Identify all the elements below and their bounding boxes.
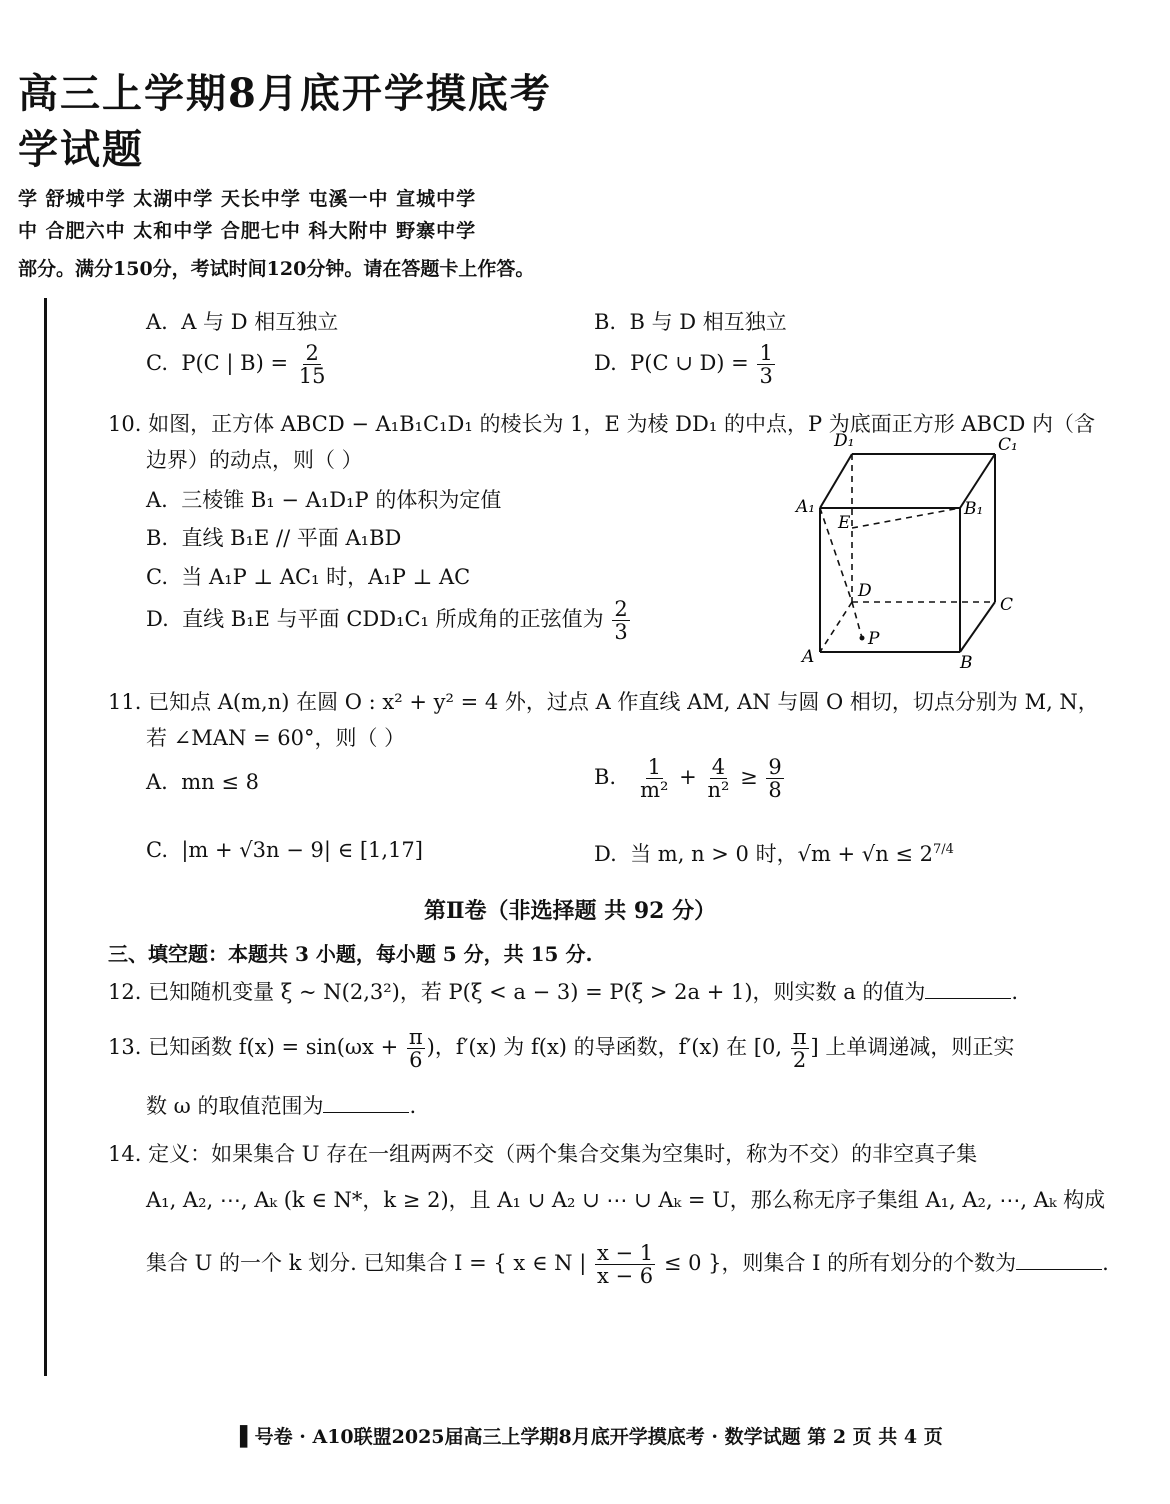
q12: 12. 已知随机变量 ξ ~ N(2,3²)，若 P(ξ < a − 3) = P(ξ > 2a + 1)，则实数 a 的值为 . bbox=[108, 980, 1019, 1004]
label-c: C bbox=[1000, 595, 1014, 615]
schools-row-2: 中 合肥六中 太和中学 合肥七中 科大附中 野寨中学 bbox=[18, 220, 477, 242]
q14-line3: 集合 U 的一个 k 划分. 已知集合 I = { x ∈ N | $\frac{x - 1}{x - 6}$ ≤ 0 }，则集合 I 的所有划分的个数为 . bbox=[146, 1241, 1109, 1289]
page-footer: ▌号卷 · A10联盟2025届高三上学期8月底开学摸底考 · 数学试题 第 2 页 共 4 页 bbox=[240, 1426, 943, 1448]
edge-da-hidden bbox=[820, 602, 852, 652]
section-3-heading: 三、填空题：本题共 3 小题，每小题 5 分，共 15 分. bbox=[108, 942, 593, 966]
q12-answer-blank bbox=[925, 978, 1011, 999]
q11-option-b: B. $\frac{1}{\text{m²}}$ + $\frac{4}{\text{n²}}$ ≥ $\frac{9}{8}$ bbox=[594, 755, 782, 803]
edge-a1d1 bbox=[820, 454, 852, 508]
q11-option-a: A. mn ≤ 8 bbox=[146, 770, 259, 794]
label-b: B bbox=[960, 653, 973, 672]
q11-stem-line2: 若 ∠MAN = 60°，则（ ） bbox=[146, 726, 406, 750]
q9-option-d: D. P(C ∪ D) = $\frac{1}{3}$ bbox=[594, 341, 773, 389]
q13-answer-blank bbox=[323, 1092, 409, 1113]
q9-option-a: A. A 与 D 相互独立 bbox=[146, 310, 339, 334]
label-d1: D₁ bbox=[834, 432, 855, 451]
label-b1: B₁ bbox=[964, 499, 984, 519]
label-a: A bbox=[802, 647, 815, 667]
segment-eb1 bbox=[852, 508, 960, 528]
segment-dp bbox=[852, 602, 862, 638]
q14-line2: A₁, A₂, ⋯, Aₖ (k ∈ N*，k ≥ 2)，且 A₁ ∪ A₂ ∪ ⋯ ∪ Aₖ = U，那么称无序子集组 A₁, A₂, ⋯, Aₖ 构成 bbox=[146, 1188, 1106, 1212]
exam-notice: 部分。满分150分，考试时间120分钟。请在答题卡上作答。 bbox=[18, 258, 535, 280]
q10-option-d: D. 直线 B₁E 与平面 CDD₁C₁ 所成角的正弦值为 $\frac{2}{3}$ bbox=[146, 597, 628, 645]
q10-option-c: C. 当 A₁P ⊥ AC₁ 时，A₁P ⊥ AC bbox=[146, 565, 471, 589]
exam-title-line1: 高三上学期8月底开学摸底考 bbox=[18, 70, 552, 117]
q9-option-c: C. P(C | B) = $\frac{2}{15}$ bbox=[146, 341, 326, 389]
q11-option-d: D. 当 m, n > 0 时，$√m + √n \le 2^{7/4}$ bbox=[594, 842, 954, 866]
q11-option-c: C. |m + √3n − 9| ∈ [1,17] bbox=[146, 838, 423, 862]
label-e: E bbox=[838, 513, 851, 533]
schools-row-1: 学 舒城中学 太湖中学 天长中学 屯溪一中 宣城中学 bbox=[18, 188, 477, 210]
label-p: P bbox=[868, 629, 880, 649]
q10-option-b: B. 直线 B₁E // 平面 A₁BD bbox=[146, 526, 402, 550]
q10-option-a: A. 三棱锥 B₁ − A₁D₁P 的体积为定值 bbox=[146, 488, 502, 512]
edge-cb bbox=[960, 602, 995, 652]
exam-title-line2: 学试题 bbox=[18, 126, 144, 173]
point-p-dot bbox=[860, 636, 865, 641]
q14-line1: 14. 定义：如果集合 U 存在一组两两不交（两个集合交集为空集时，称为不交）的非空真子集 bbox=[108, 1142, 978, 1166]
q13-line2: 数 ω 的取值范围为 . bbox=[146, 1094, 417, 1118]
label-d: D bbox=[858, 581, 872, 601]
q11-stem-line1: 11. 已知点 A(m,n) 在圆 O : x² + y² = 4 外，过点 A 作直线 AM, AN 与圆 O 相切，切点分别为 M, N， bbox=[108, 690, 1099, 714]
binding-margin-line bbox=[44, 298, 47, 1376]
q14-answer-blank bbox=[1016, 1249, 1102, 1270]
label-c1: C₁ bbox=[998, 435, 1018, 455]
q9-option-b: B. B 与 D 相互独立 bbox=[594, 310, 787, 334]
part-2-title: 第Ⅱ卷（非选择题 共 92 分） bbox=[424, 898, 717, 924]
cube-figure bbox=[790, 432, 1020, 672]
label-a1: A₁ bbox=[796, 497, 816, 517]
q10-stem-line1: 10. 如图，正方体 ABCD − A₁B₁C₁D₁ 的棱长为 1，E 为棱 DD₁ 的中点，P 为底面正方形 ABCD 内（含 bbox=[108, 412, 1095, 436]
q13-line1: 13. 已知函数 f(x) = sin(ωx + $\frac{\pi}{6}$ )，f′(x) 为 f(x) 的导函数，f′(x) 在 [0, $\frac{\pi}{2}$ ] 上单调递减，则正实 bbox=[108, 1025, 1015, 1073]
q10-stem-line2: 边界）的动点，则（ ） bbox=[146, 448, 363, 472]
